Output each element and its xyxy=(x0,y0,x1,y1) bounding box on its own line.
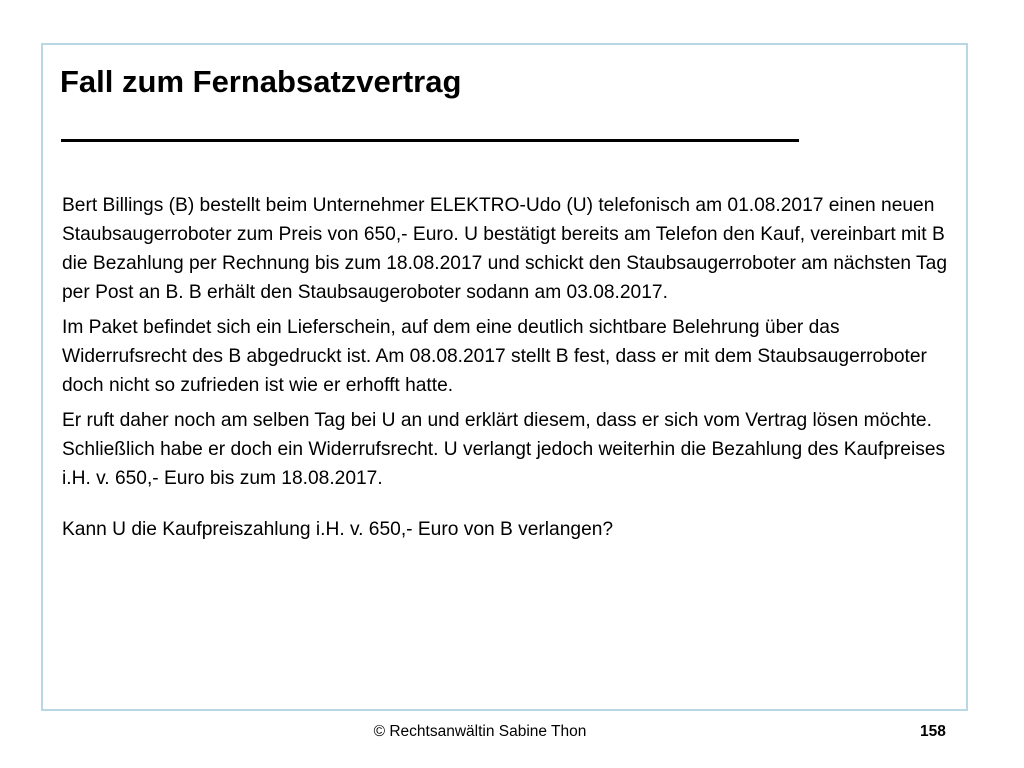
slide-content xyxy=(62,191,957,550)
page-number: 158 xyxy=(920,723,946,740)
slide-title: Fall zum Fernabsatzvertrag xyxy=(60,64,462,99)
title-underline xyxy=(61,139,799,142)
case-paragraph-3: Er ruft daher noch am selben Tag bei U an und erklärt diesem, dass er sich vom Vertrag lösen möchte. Schließlich habe er doch ein Widerrufsrecht. U verlangt jedoch weiterhin die Bezahlung des Kaufpreises i.H. v. 650,- Euro bis zum 18.08.2017. xyxy=(62,410,946,489)
footer-copyright: © Rechtsanwältin Sabine Thon xyxy=(373,723,587,740)
case-paragraph-2: Im Paket befindet sich ein Lieferschein, auf dem eine deutlich sichtbare Belehrung über das Widerrufsrecht des B abgedruckt ist. Am 08.08.2017 stellt B fest, dass er mit dem Staubsaugerroboter doch nicht so zufrieden ist wie er erhofft hatte. xyxy=(62,317,927,396)
case-paragraph-1: Bert Billings (B) bestellt beim Unternehmer ELEKTRO-Udo (U) telefonisch am 01.08.2017 einen neuen Staubsaugerroboter zum Preis von 650,- Euro. U bestätigt bereits am Telefon den Kauf, vereinbart mit B die Bezahlung per Rechnung bis zum 18.08.2017 und schickt den Staubsaugerroboter am nächsten Tag per Post an B. B erhält den Staubsaugeroboter sodann am 03.08.2017. xyxy=(62,195,947,303)
case-question: Kann U die Kaufpreiszahlung i.H. v. 650,- Euro von B verlangen? xyxy=(62,519,614,540)
